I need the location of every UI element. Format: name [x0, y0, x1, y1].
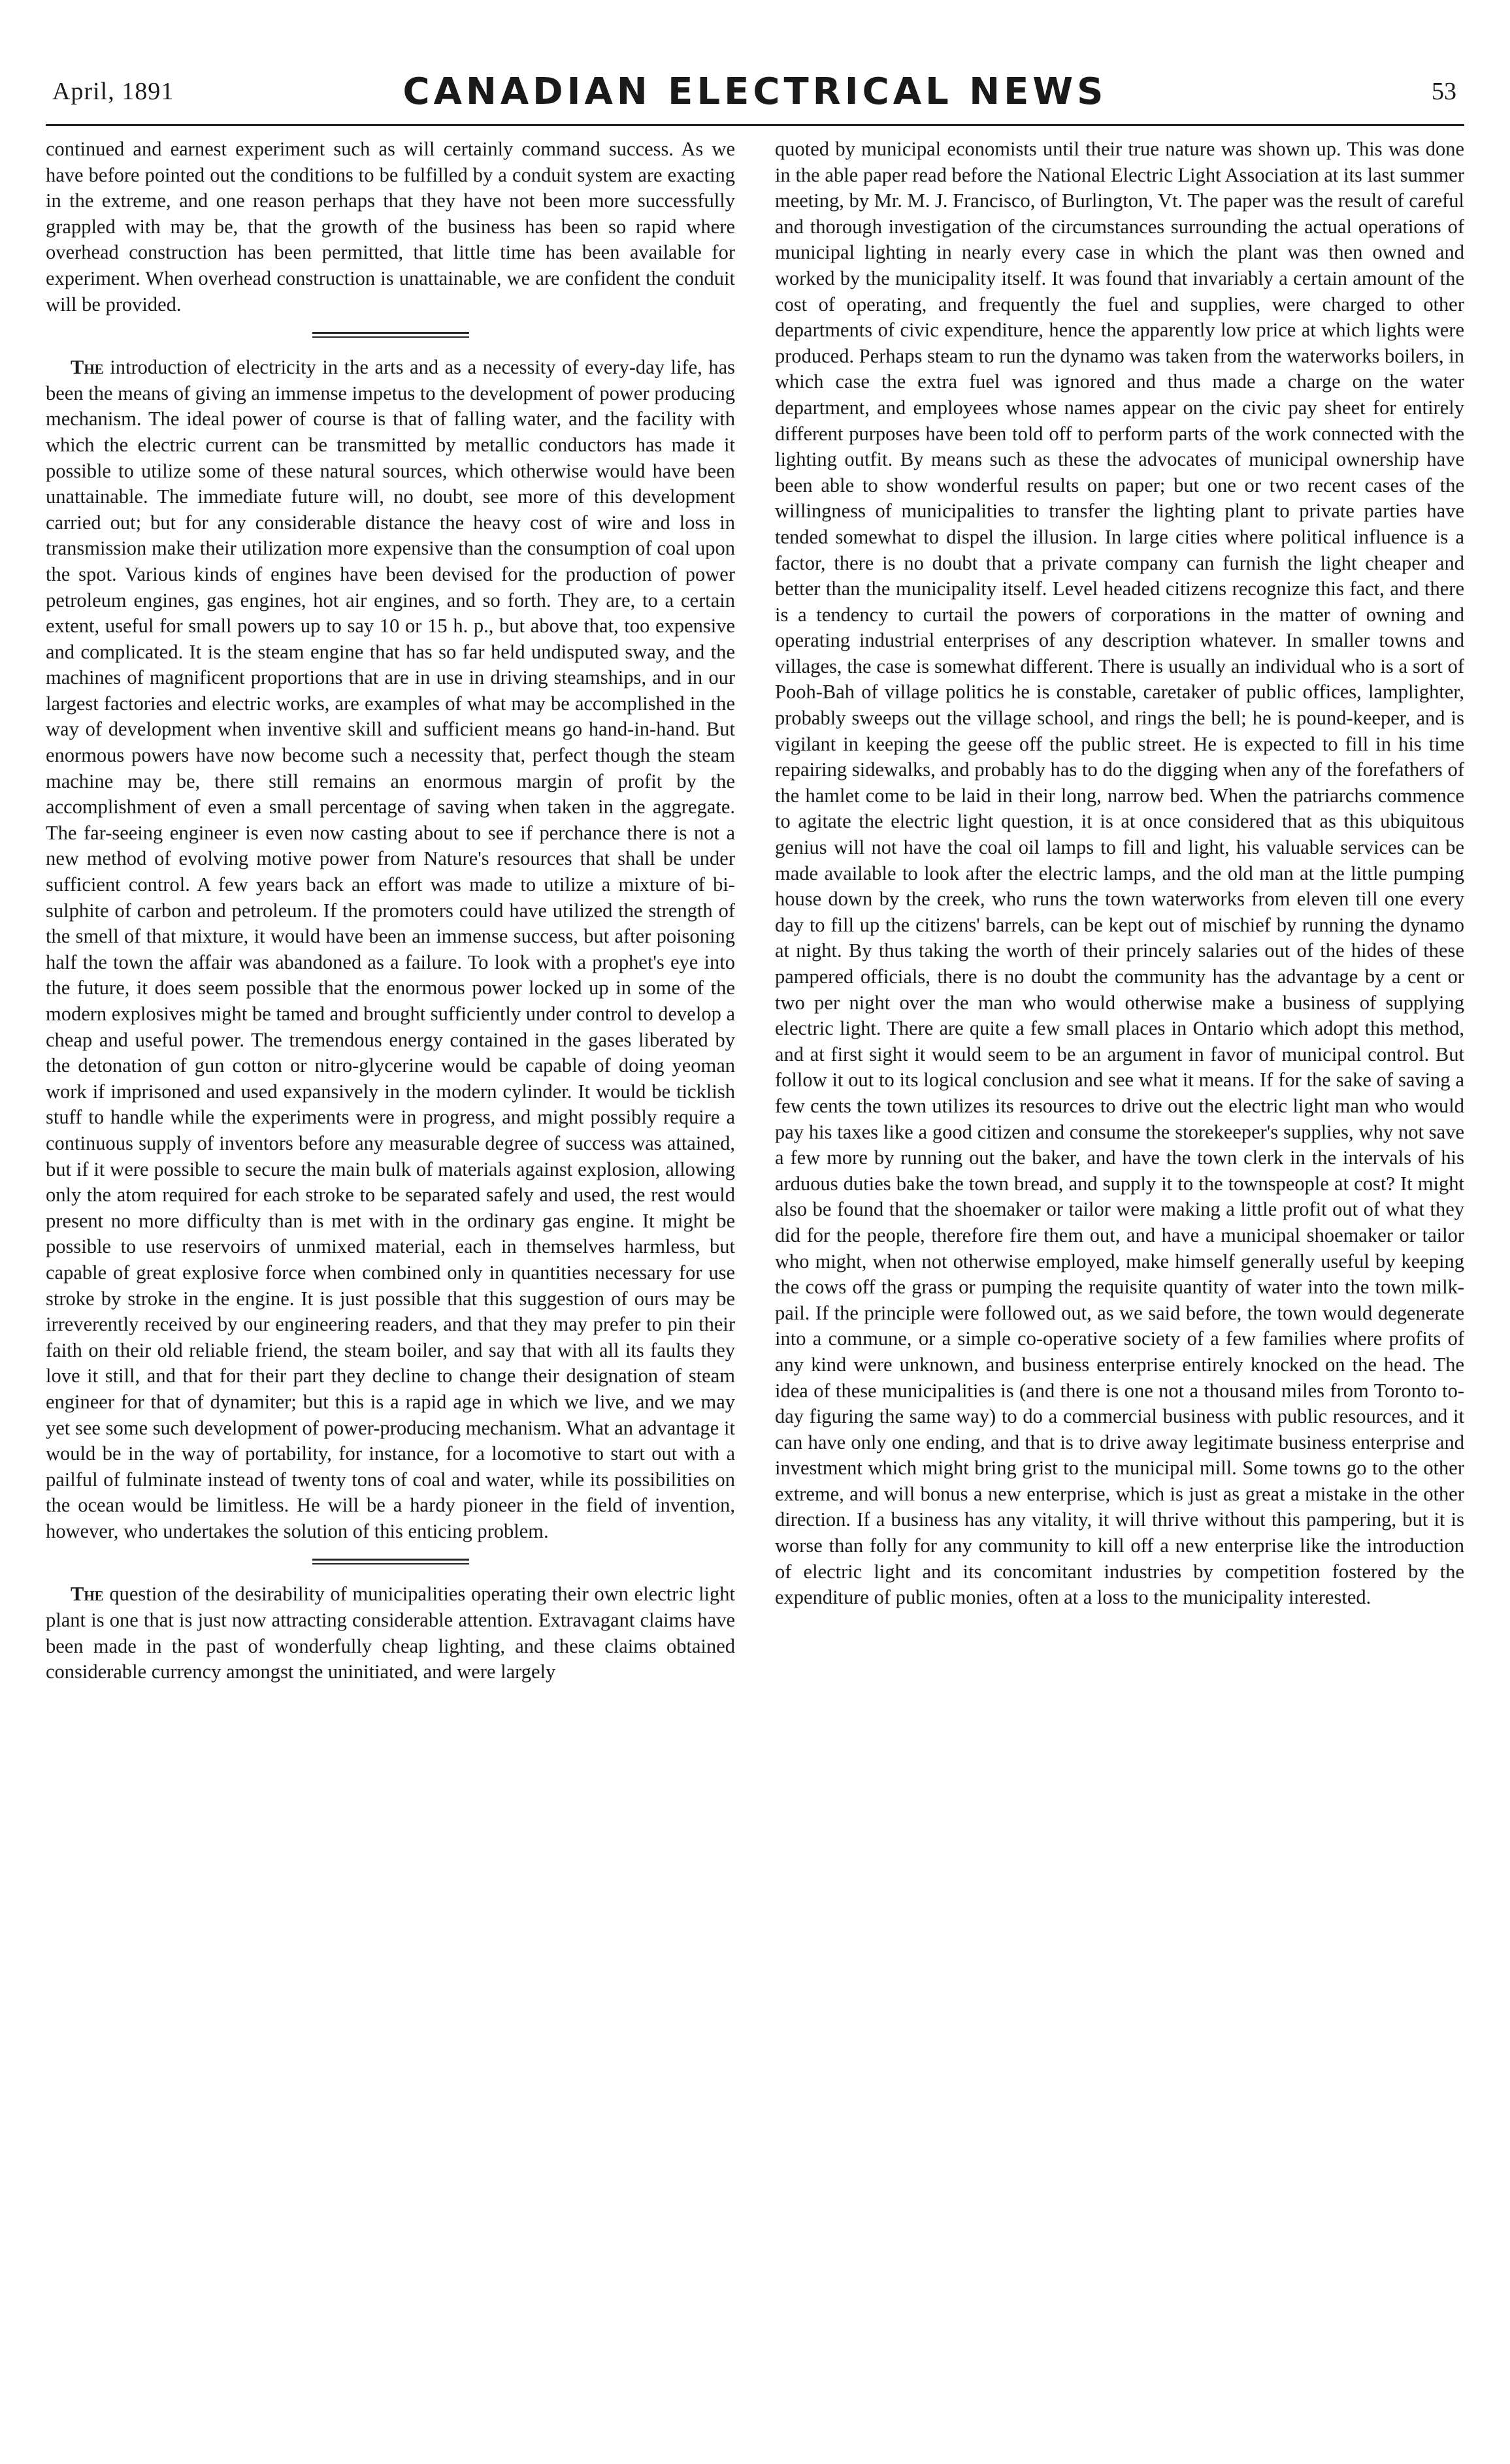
power-mechanism-paragraph — [46, 355, 735, 1544]
page-number: 53 — [1432, 78, 1456, 105]
article-columns — [46, 130, 1464, 1685]
section-divider — [312, 1559, 469, 1564]
municipal-lighting-paragraph — [46, 1581, 735, 1685]
section-divider — [312, 332, 469, 338]
newspaper-page — [46, 65, 1464, 2417]
masthead-title: CANADIAN ELECTRICAL NEWS — [402, 71, 1108, 113]
paragraph-body: question of the desirability of municipalities operating their own electric light plant is one that is just now attracting considerable attention. Extravagant claims have been made in the past of wonderfully cheap lighting, and these claims obtained considerable currency amongst the uninitiated, and were largely — [46, 1583, 736, 1683]
issue-date: April, 1891 — [52, 78, 174, 105]
page-header — [46, 65, 1464, 126]
paragraph-lead-word: The — [71, 1583, 104, 1606]
paragraph-lead-word: The — [71, 356, 104, 379]
paragraph-body: introduction of electricity in the arts and as a necessity of every-day life, has been the means of giving an immense impetus to the development of power producing mechanism. The ideal power of course is that of falling water, and the facility with which the electric current can be transmitted by metallic conductors has made it possible to utilize some of these natural sources, which otherwise would have been unattainable. The immediate future will, no doubt, see more of this development carried out; but for any considerable distance the heavy cost of wire and loss in transmission make their utilization more expensive than the consumption of coal upon the spot. Various kinds of engines have been devised for the production of power petroleum engines, gas engines, hot air engines, and so forth. They are, to a certain extent, useful for small powers up to say 10 or 15 h. p., but above that, too expensive and complicated. It is the steam engine that has so far held undisputed sway, and the machines of magnificent proportions that are in use in driving steamships, and in our largest factories and electric works, are examples of what may be accomplished in the way of development when inventive skill and sufficient means go hand-in-hand. But enormous powers have now become such a necessity that, perfect though the steam machine may be, there still remains an enormous margin of profit by the accomplishment of even a small percentage of saving when taken in the aggregate. The far-seeing engineer is even now casting about to see if perchance there is not a new method of evolving motive power from Nature's resources that shall be under sufficient control. A few years back an effort was made to utilize a mixture of bi-sulphite of carbon and petroleum. If the promoters could have utilized the strength of the smell of that mixture, it would have been an immense success, but after poisoning half the town the affair was abandoned as a failure. To look with a prophet's eye into the future, it does seem possible that the enormous power locked up in some of the modern explosives might be tamed and brought sufficiently under control to develop a cheap and useful power. The tremendous energy contained in the gases liberated by the detonation of gun cotton or nitro-glycerine would be capable of doing yeoman work if imprisoned and used expansively in the modern cylinder. It would be ticklish stuff to handle while the experiments were in progress, and might possibly require a continuous supply of inventors before any measurable degree of success was attained, but if it were possible to secure the main bulk of materials against explosion, allowing only the atom required for each stroke to be separated safely and used, the rest would present no more difficulty than is met with in the ordinary gas engine. It might be possible to use reservoirs of unmixed material, each in themselves harmless, but capable of great explosive force when combined only in quantities necessary for use stroke by stroke in the engine. It is just possible that this suggestion of ours may be irreverently received by our engineering readers, and that they may prefer to pin their faith on their old reliable friend, the steam boiler, and say that with all its faults they love it still, and that for their part they decline to change their designation of steam engineer for that of dynamiter; but this is a rapid age in which we live, and we may yet see some such development of power-producing mechanism. What an advantage it would be in the way of portability, for instance, for a locomotive to start out with a pailful of fulminate instead of twenty tons of coal and water, while its possibilities on the ocean would be limitless. He will be a hardy pioneer in the field of invention, however, who undertakes the solution of this enticing problem. — [46, 356, 735, 1542]
right-column — [775, 137, 1464, 1685]
conduit-paragraph-continued: continued and earnest experiment such as will certainly command success. As we have before pointed out the conditions to be fulfilled by a conduit system are exacting in the extreme, and one reason perhaps that they have not been more successfully grappled with may be, that the growth of the business has been so rapid where overhead construction has been permitted, that little time has been available for experiment. When overhead construction is unattainable, we are confident the conduit will be provided. — [46, 138, 735, 316]
left-column — [46, 137, 735, 1685]
municipal-lighting-continued: quoted by municipal economists until their true nature was shown up. This was done in the able paper read before the National Electric Light Association at its last summer meeting, by Mr. M. J. Francisco, of Burlington, Vt. The paper was the result of careful and thorough investigation of the circumstances surrounding the actual operations of municipal lighting in nearly every case in which the plant was then owned and worked by the municipality itself. It was found that invariably a certain amount of the cost of operating, and frequently the fuel and supplies, were charged to other departments of civic expenditure, hence the apparently low price at which lights were produced. Perhaps steam to run the dynamo was taken from the waterworks boilers, in which case the extra fuel was ignored and thus made a charge on the water department, and employees whose names appear on the civic pay sheet for entirely different purposes have been told off to perform parts of the work connected with the lighting outfit. By means such as these the advocates of municipal ownership have been able to show wonderful results on paper; but one or two recent cases of the willingness of municipalities to transfer the lighting plant to private parties have tended somewhat to dispel the illusion. In large cities where political influence is a factor, there is no doubt that a private company can furnish the light cheaper and better than the municipality itself. Level headed citizens recognize this fact, and there is a tendency to curtail the powers of corporations in the matter of owning and operating industrial enterprises of any description whatever. In smaller towns and villages, the case is somewhat different. There is usually an individual who is a sort of Pooh-Bah of village politics he is constable, caretaker of public offices, lamplighter, probably sweeps out the village school, and rings the bell; he is pound-keeper, and is vigilant in keeping the geese off the public street. He is expected to fill in his time repairing sidewalks, and probably has to do the digging when any of the forefathers of the hamlet come to be laid in their long, narrow bed. When the patriarchs commence to agitate the electric light question, it is at once considered that as this ubiquitous genius will not have the coal oil lamps to fill and light, his valuable services can be made available to look after the electric lamps, and the old man at the little pumping house down by the creek, who runs the town waterworks from eleven till one every day to fill up the citizens' barrels, can be kept out of mischief by running the dynamo at night. By thus taking the worth of their princely salaries out of the hides of these pampered officials, there is no doubt the community has the advantage by a cent or two per night over the man who would otherwise make a business of supplying electric light. There are quite a few small places in Ontario which adopt this method, and at first sight it would seem to be an argument in favor of municipal control. But follow it out to its logical conclusion and see what it means. If for the sake of saving a few cents the town utilizes its resources to drive out the electric light man who would pay his taxes like a good citizen and consume the storekeeper's supplies, why not save a few more by running out the baker, and have the town clerk in the intervals of his arduous duties bake the town bread, and supply it to the townspeople at cost? It might also be found that the shoemaker or tailor were making a little profit out of what they did for the people, therefore fire them out, and have a municipal shoemaker or tailor who might, when not otherwise employed, make himself generally useful by keeping the cows off the grass or pumping the requisite quantity of water into the town milk-pail. If the principle were followed out, as we said before, the town would degenerate into a commune, or a simple co-operative society of a few families where profits of any kind were unknown, and business enterprise entirely knocked on the head. The idea of these municipalities is (and there is one not a thousand miles from Toronto to-day figuring the same way) to do a commercial business with public resources, and it can have only one ending, and that is to drive away legitimate business enterprise and investment which might bring grist to the municipal mill. Some towns go to the other extreme, and will bonus a new enterprise, which is just as great a mistake in the other direction. If a business has any vitality, it will thrive without this pampering, but it is worse than folly for any community to kill off a new enterprise like the introduction of electric light and its concomitant industries by competition fostered by the expenditure of public monies, often at a loss to the municipality interested. — [775, 138, 1464, 1609]
